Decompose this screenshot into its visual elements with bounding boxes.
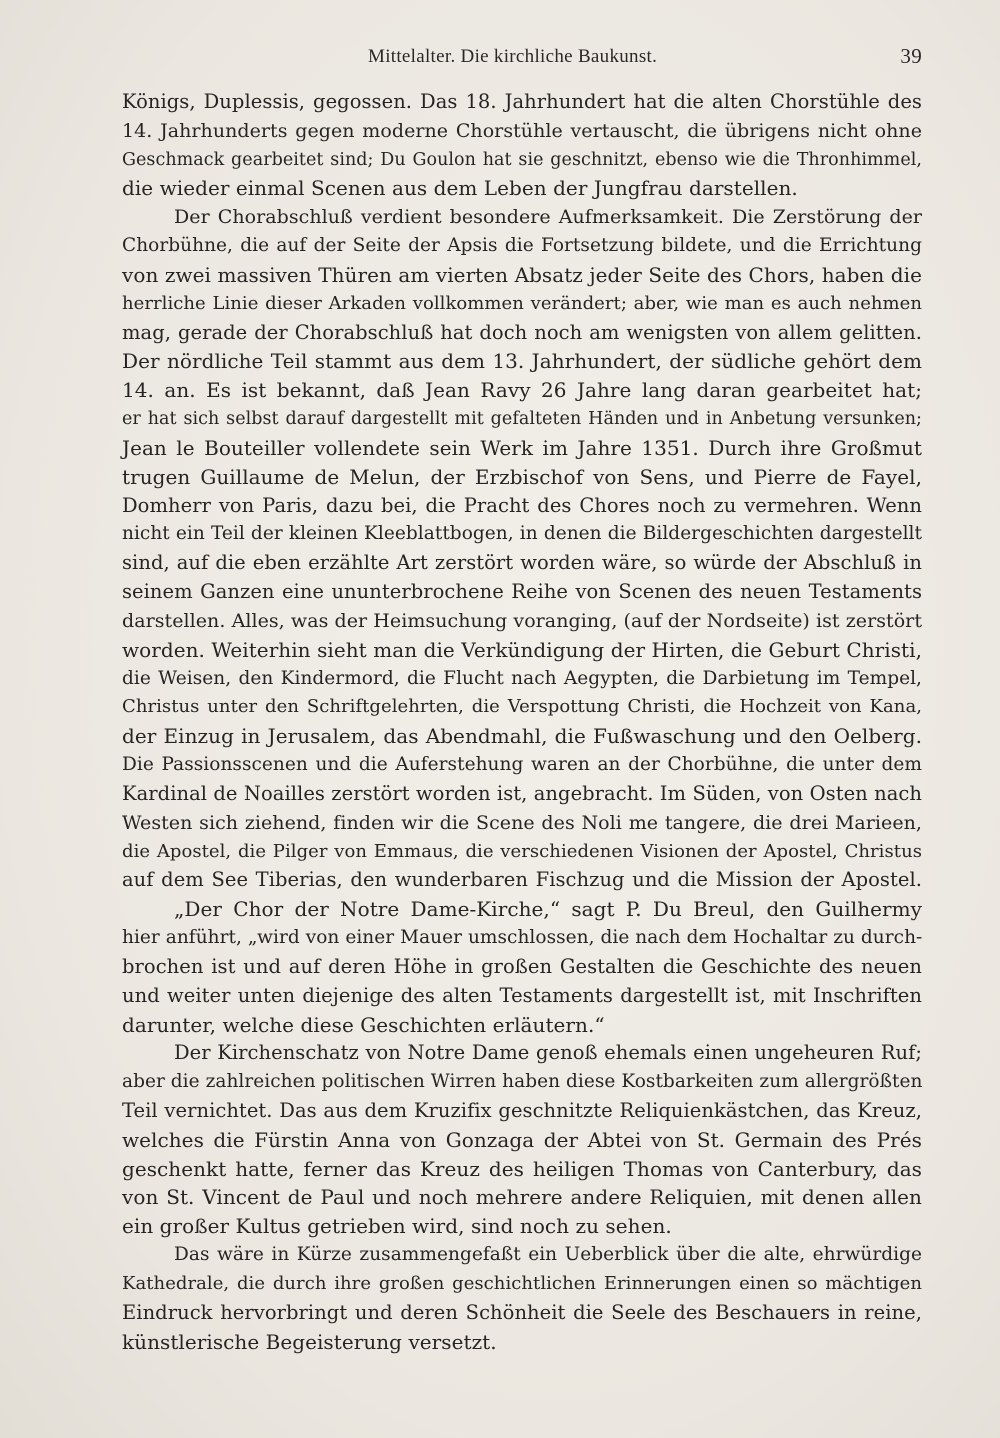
text-line: die wieder einmal Scenen aus dem Leben der Jungfrau darstellen. (122, 176, 798, 201)
text-line: Christus unter den Schriftgelehrten, die Verspottung Christi, die Hochzeit von Kana, (122, 696, 922, 718)
text-line: Der Chorabschluß verdient besondere Aufmerksamkeit. Die Zerstörung der (174, 206, 922, 229)
text-line: darstellen. Alles, was der Heimsuchung voranging, (auf der Nordseite) ist zerstört (122, 609, 922, 632)
text-line: Westen sich ziehend, finden wir die Scene des Noli me tangere, die drei Marieen, (122, 811, 922, 834)
text-line: nicht ein Teil der kleinen Kleeblattbogen, in denen die Bildergeschichten dargestellt (122, 523, 922, 545)
text-line: aber die zahlreichen politischen Wirren haben diese Kostbarkeiten zum allergrößten (122, 1071, 923, 1093)
text-line: geschenkt hatte, ferner das Kreuz des heiligen Thomas von Canterbury, das (122, 1156, 922, 1181)
text-line: Teil vernichtet. Das aus dem Kruzifix geschnitzte Reliquienkästchen, das Kreuz, (122, 1098, 922, 1122)
text-line: darunter, welche diese Geschichten erläutern.“ (122, 1012, 605, 1037)
text-line: 14. Jahrhunderts gegen moderne Chorstühle vertauscht, die übrigens nicht ohne (122, 119, 922, 142)
text-line: Jean le Bouteiller vollendete sein Werk im Jahre 1351. Durch ihre Großmut (122, 435, 922, 460)
text-line: auf dem See Tiberias, den wunderbaren Fischzug und die Mission der Apostel. (122, 868, 922, 892)
text-line: er hat sich selbst darauf dargestellt mit gefalteten Händen und in Anbetung versunken; (122, 409, 922, 430)
page-number: 39 (900, 44, 922, 68)
text-line: mag, gerade der Chorabschluß hat doch noch am wenigsten von allem gelitten. (122, 320, 922, 344)
text-line: Das wäre in Kürze zusammengefaßt ein Ueberblick über die alte, ehrwürdige (174, 1244, 922, 1266)
running-title: Mittelalter. Die kirchliche Baukunst. (368, 46, 658, 67)
text-line: Geschmack gearbeitet sind; Du Goulon hat sie geschnitzt, ebenso wie die Thronhimmel, (122, 149, 922, 170)
text-line: seinem Ganzen eine ununterbrochene Reihe von Scenen des neuen Testaments (122, 580, 922, 604)
text-line: Kathedrale, die durch ihre großen geschichtlichen Erinnerungen einen so mächtigen (122, 1272, 922, 1294)
text-line: „Der Chor der Notre Dame-Kirche,“ sagt P. Du Breul, den Guilhermy (174, 897, 922, 922)
text-line: worden. Weiterhin sieht man die Verkündigung der Hirten, die Geburt Christi, (122, 637, 922, 662)
text-line: 14. an. Es ist bekannt, daß Jean Ravy 26 Jahre lang daran gearbeitet hat; (122, 378, 922, 403)
text-line: brochen ist und auf deren Höhe in großen Gestalten die Geschichte des neuen (122, 954, 922, 978)
text-line: Der Kirchenschatz von Notre Dame genoß ehemals einen ungeheuren Ruf; (174, 1041, 922, 1065)
text-line: Domherr von Paris, dazu bei, die Pracht des Chores noch zu vermehren. Wenn (122, 493, 922, 517)
text-line: Kardinal de Noailles zerstört worden ist, angebracht. Im Süden, von Osten nach (122, 781, 922, 805)
text-line: Königs, Duplessis, gegossen. Das 18. Jahrhundert hat die alten Chorstühle des (122, 90, 922, 113)
text-line: Eindruck hervorbringt und deren Schönheit die Seele des Beschauers in reine, (122, 1300, 922, 1324)
text-line: ein großer Kultus getrieben wird, sind noch zu sehen. (122, 1214, 672, 1239)
text-line: künstlerische Begeisterung versetzt. (122, 1329, 497, 1354)
text-line: hier anführt, „wird von einer Mauer umschlossen, die nach dem Hochaltar zu durch- (122, 927, 923, 949)
text-line: Die Passionsscenen und die Auferstehung waren an der Chorbühne, die unter dem (122, 754, 922, 776)
text-line: trugen Guillaume de Melun, der Erzbischof von Sens, und Pierre de Fayel, (122, 464, 922, 489)
text-line: von St. Vincent de Paul und noch mehrere andere Reliquien, mit denen allen (122, 1185, 922, 1210)
body-text (122, 88, 922, 1356)
running-header (368, 46, 928, 72)
text-line: Chorbühne, die auf der Seite der Apsis die Fortsetzung bildete, und die Errichtung (122, 235, 922, 257)
text-line: herrliche Linie dieser Arkaden vollkommen verändert; aber, wie man es auch nehmen (122, 292, 922, 314)
text-line: welches die Fürstin Anna von Gonzaga der Abtei von St. Germain des Prés (122, 1127, 922, 1152)
text-line: der Einzug in Jerusalem, das Abendmahl, die Fußwaschung und den Oelberg. (122, 724, 922, 749)
text-line: Der nördliche Teil stammt aus dem 13. Jahrhundert, der südliche gehört dem (122, 349, 922, 374)
text-line: von zwei massiven Thüren am vierten Absatz jeder Seite des Chors, haben die (122, 262, 922, 287)
text-line: und weiter unten diejenige des alten Testaments dargestellt ist, mit Inschriften (122, 983, 922, 1007)
text-line: die Apostel, die Pilger von Emmaus, die verschiedenen Visionen der Apostel, Christus (122, 840, 922, 862)
text-line: sind, auf die eben erzählte Art zerstört worden wäre, so würde der Abschluß in (122, 551, 922, 575)
text-line: die Weisen, den Kindermord, die Flucht nach Aegypten, die Darbietung im Tempel, (122, 667, 922, 689)
